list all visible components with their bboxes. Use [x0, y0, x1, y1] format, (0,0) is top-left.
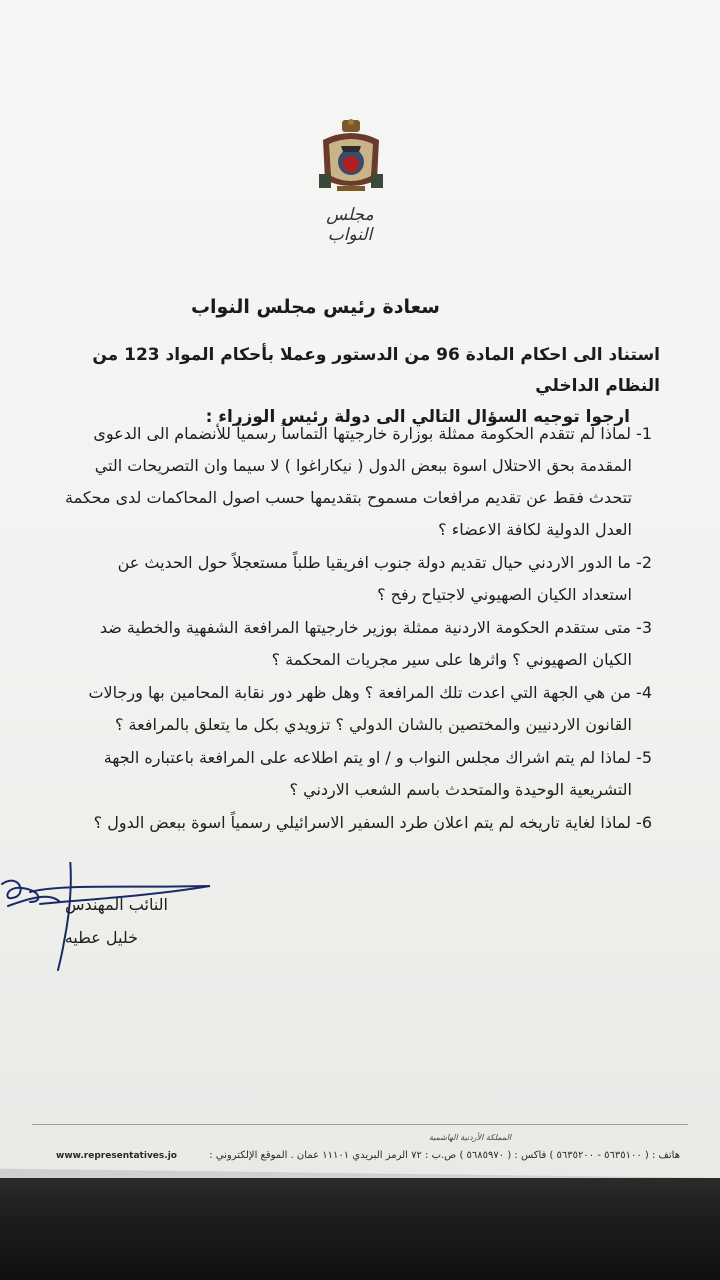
question-item	[30, 742, 652, 806]
intro-line-1: استناد الى احكام المادة 96 من الدستور وعملا بأحكام المواد 123 من النظام الداخلي	[92, 345, 660, 396]
question-item	[30, 612, 652, 676]
question-line: العدل الدولية لكافة الاعضاء ؟	[438, 520, 632, 539]
question-line: 4- من هي الجهة التي اعدت تلك المرافعة ؟ وهل ظهر دور نقابة المحامين بها ورجالات	[88, 683, 652, 702]
parliament-logo: مجلس النواب	[326, 205, 374, 245]
footer-website: www.representatives.jo	[56, 1151, 177, 1161]
question-line: 1- لماذا لم تتقدم الحكومة ممثلة بوزارة خارجيتها التماساً رسمياً للأنضمام الى الدعوى	[93, 424, 652, 443]
intro-line-2: ارجوا توجيه السؤال التالي الى دولة رئيس الوزراء :	[205, 407, 630, 427]
question-line: 3- متى ستقدم الحكومة الاردنية ممثلة بوزير خارجيتها المرافعة الشفهية والخطية ضد	[99, 618, 652, 637]
background-surface	[0, 1178, 720, 1280]
footer-logo: المملكة الأردنية الهاشمية	[428, 1133, 512, 1142]
footer-divider	[32, 1124, 688, 1125]
signature-title: النائب المهندس	[65, 895, 168, 914]
question-item	[30, 807, 652, 839]
question-line: استعداد الكيان الصهيوني لاجتياح رفح ؟	[377, 585, 632, 604]
question-line: الكيان الصهيوني ؟ واثرها على سير مجريات المحكمة ؟	[271, 650, 632, 669]
question-item	[30, 677, 652, 741]
letter-addressee: سعادة رئيس مجلس النواب	[190, 296, 440, 318]
handwritten-signature-icon	[0, 862, 260, 972]
question-line: القانون الاردنيين والمختصين بالشان الدولي ؟ تزويدي بكل ما يتعلق بالمرافعة ؟	[114, 715, 632, 734]
questions-list	[30, 418, 652, 840]
question-item	[30, 547, 652, 611]
question-line: 2- ما الدور الاردني حيال تقديم دولة جنوب افريقيا طلباً مستعجلاً حول الحديث عن	[117, 553, 652, 572]
question-item	[30, 418, 652, 546]
question-line: تتحدث فقط عن تقديم مرافعات مسموح بتقديمها حسب اصول المحاكمات لدى محكمة	[64, 488, 632, 507]
question-line: 5- لماذا لم يتم اشراك مجلس النواب و / او يتم اطلاعه على المرافعة باعتباره الجهة	[103, 748, 652, 767]
signature-name: خليل عطيه	[64, 928, 138, 947]
footer-contact-info: هاتف : ( ٥٦٣٥١٠٠ - ٥٦٣٥٢٠٠ ) فاكس : ( ٥٦٨٥٩٧٠ ) ص.ب : ٧٢ الرمز البريدي ١١١٠١ عمان . الموقع الإلكتروني :	[209, 1150, 680, 1161]
question-line: التشريعية الوحيدة والمتحدث باسم الشعب الاردني ؟	[289, 780, 632, 799]
question-line: المقدمة بحق الاحتلال اسوة ببعض الدول ( نيكاراغوا ) لا سيما وان التصريحات التي	[94, 456, 632, 475]
question-line: 6- لماذا لغاية تاريخه لم يتم اعلان طرد السفير الاسرائيلي رسمياً اسوة ببعض الدول ؟	[93, 813, 652, 832]
coat-of-arms-icon	[315, 118, 387, 196]
